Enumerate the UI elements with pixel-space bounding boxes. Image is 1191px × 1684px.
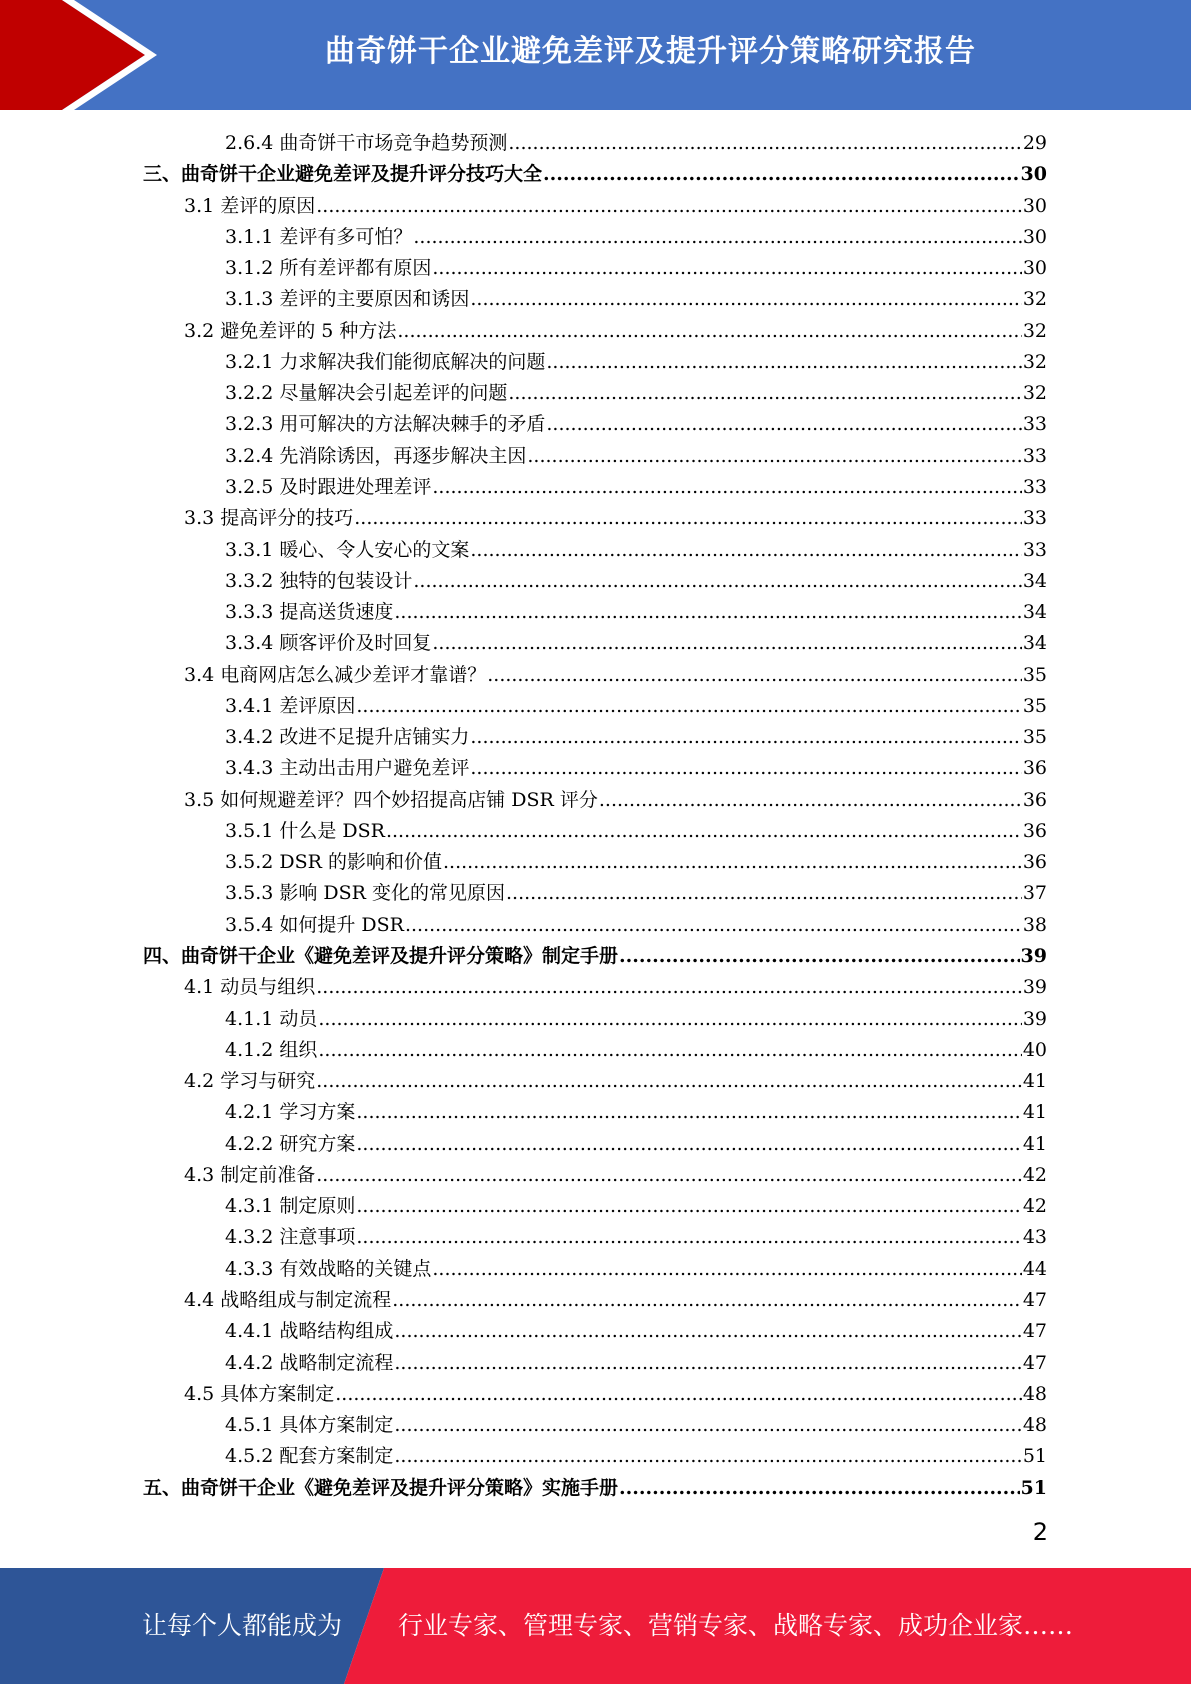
- toc-entry-number: 4.4.1: [225, 1320, 274, 1343]
- toc-entry: [143, 159, 1047, 189]
- toc-entry-page: 34: [1022, 632, 1047, 655]
- toc-leader-dots: [394, 1352, 1021, 1374]
- toc-entry-title: 研究方案: [279, 1132, 356, 1155]
- toc-entry: [184, 1379, 1047, 1409]
- toc-entry-title: 差评原因: [279, 694, 356, 717]
- toc-entry-number: 4.5.2: [225, 1445, 274, 1468]
- toc-entry: [225, 1348, 1047, 1378]
- toc-entry-title: 学习与研究: [220, 1070, 316, 1093]
- toc-entry-title: 动员与组织: [220, 976, 316, 999]
- toc-entry-page: 34: [1022, 601, 1047, 624]
- toc-entry: [225, 910, 1047, 940]
- toc-entry-number: 3.1.1: [225, 225, 274, 248]
- toc-entry: [225, 816, 1047, 846]
- toc-entry-page: 35: [1022, 663, 1047, 686]
- toc-entry-number: 4.4.2: [225, 1351, 274, 1374]
- toc-leader-dots: [432, 476, 1021, 498]
- toc-leader-dots: [316, 1070, 1022, 1092]
- toc-entry-number: 3.4.2: [225, 726, 274, 749]
- toc-entry: [225, 878, 1047, 908]
- toc-leader-dots: [316, 1164, 1022, 1186]
- toc-entry-page: 48: [1022, 1414, 1047, 1437]
- toc-leader-dots: [470, 757, 1021, 779]
- toc-leader-dots: [599, 789, 1022, 811]
- toc-entry-page: 36: [1022, 757, 1047, 780]
- toc-entry-page: 32: [1022, 319, 1047, 342]
- toc-entry-title: 配套方案制定: [279, 1445, 394, 1468]
- toc-entry: [184, 1160, 1047, 1190]
- toc-entry: [225, 566, 1047, 596]
- toc-entry-number: 4.3: [184, 1163, 215, 1186]
- toc-entry-title: 独特的包装设计: [279, 569, 413, 592]
- toc-entry: [184, 972, 1047, 1002]
- toc-entry-title: 曲奇饼干市场竞争趋势预测: [279, 132, 508, 154]
- toc-entry-number: 4.3.1: [225, 1195, 274, 1218]
- toc-entry-page: 51: [1020, 1476, 1047, 1499]
- toc-entry-number: 3.2.3: [225, 413, 274, 436]
- toc-entry: [184, 1285, 1047, 1315]
- toc-entry-page: 30: [1022, 194, 1047, 217]
- toc-entry: [225, 691, 1047, 721]
- toc-entry-number: 3.2.2: [225, 382, 274, 405]
- toc-entry: [225, 409, 1047, 439]
- toc-entry-title: 动员: [279, 1007, 318, 1030]
- toc-entry-title: 改进不足提升店铺实力: [279, 726, 470, 749]
- toc-entry-page: 33: [1022, 444, 1047, 467]
- toc-entry: [143, 941, 1047, 971]
- toc-entry: [225, 378, 1047, 408]
- toc-leader-dots: [356, 1133, 1021, 1155]
- toc-entry: [184, 191, 1047, 221]
- toc-entry-number: 4.1.1: [225, 1007, 274, 1030]
- toc-leader-dots: [394, 601, 1021, 623]
- toc-leader-dots: [386, 820, 1022, 842]
- toc-entry-number: 3.5.1: [225, 819, 274, 842]
- toc-entry-number: 3.5.4: [225, 913, 274, 936]
- toc-entry-number: 4.3.2: [225, 1226, 274, 1249]
- toc-leader-dots: [470, 726, 1021, 748]
- toc-entry: [225, 1254, 1047, 1284]
- toc-entry-title: 差评的原因: [220, 194, 316, 217]
- toc-entry-title: 具体方案制定: [220, 1382, 335, 1405]
- toc-entry-title: 力求解决我们能彻底解决的问题: [279, 350, 546, 373]
- toc-entry-title: 学习方案: [279, 1101, 356, 1124]
- toc-leader-dots: [413, 226, 1021, 248]
- toc-entry: [225, 535, 1047, 565]
- toc-leader-dots: [506, 882, 1022, 904]
- toc-entry-page: 32: [1022, 382, 1047, 405]
- toc-entry-title: 注意事项: [279, 1226, 356, 1249]
- toc-entry-number: 2.6.4: [225, 132, 274, 154]
- toc-entry: [225, 253, 1047, 283]
- toc-entry: [225, 1004, 1047, 1034]
- toc-entry-title: 影响 DSR 变化的常见原因: [279, 882, 505, 905]
- toc-entry: [225, 1441, 1047, 1471]
- toc-entry-title: 四、曲奇饼干企业《避免差评及提升评分策略》制定手册: [143, 945, 619, 968]
- toc-entry-title: 提高评分的技巧: [220, 507, 354, 530]
- toc-entry-page: 47: [1022, 1288, 1047, 1311]
- page-number: 2: [1032, 1518, 1048, 1546]
- toc-entry-title: 提高送货速度: [279, 601, 394, 624]
- toc-entry: [225, 1410, 1047, 1440]
- toc-entry-page: 48: [1022, 1382, 1047, 1405]
- toc-entry: [225, 1222, 1047, 1252]
- toc-leader-dots: [487, 664, 1022, 686]
- toc-entry: [184, 316, 1047, 346]
- toc-entry-number: 3.2.5: [225, 475, 274, 498]
- toc-entry-number: 3.3.2: [225, 569, 274, 592]
- toc-entry-title: 五、曲奇饼干企业《避免差评及提升评分策略》实施手册: [143, 1476, 619, 1499]
- toc-entry-page: 47: [1022, 1351, 1047, 1374]
- toc-entry-title: 如何规避差评？四个妙招提高店铺 DSR 评分: [220, 788, 598, 811]
- toc-entry-page: 37: [1022, 882, 1047, 905]
- toc-entry-number: 4.5.1: [225, 1414, 274, 1437]
- toc-leader-dots: [470, 288, 1021, 310]
- toc-entry: [225, 284, 1047, 314]
- toc-leader-dots: [508, 382, 1021, 404]
- toc-entry-number: 3.1.2: [225, 257, 274, 280]
- toc-entry-title: 差评的主要原因和诱因: [279, 288, 470, 311]
- toc-entry: [184, 660, 1047, 690]
- toc-entry-title: 三、曲奇饼干企业避免差评及提升评分技巧大全: [143, 163, 543, 186]
- toc-entry-title: 组织: [279, 1038, 318, 1061]
- toc-entry-title: 顾客评价及时回复: [279, 632, 432, 655]
- toc-entry-number: 3.5.3: [225, 882, 274, 905]
- toc-entry-page: 40: [1022, 1038, 1047, 1061]
- toc-entry: [225, 128, 1047, 158]
- toc-leader-dots: [432, 1258, 1021, 1280]
- toc-leader-dots: [443, 851, 1022, 873]
- toc-entry-page: 33: [1022, 475, 1047, 498]
- toc-entry-number: 3.1: [184, 194, 215, 217]
- toc-leader-dots: [356, 1226, 1021, 1248]
- toc-leader-dots: [432, 257, 1021, 279]
- toc-entry-page: 30: [1022, 225, 1047, 248]
- toc-entry-page: 32: [1022, 350, 1047, 373]
- header-title: 曲奇饼干企业避免差评及提升评分策略研究报告: [325, 34, 976, 69]
- toc-leader-dots: [354, 507, 1022, 529]
- toc-entry: [225, 753, 1047, 783]
- toc-entry-page: 44: [1022, 1257, 1047, 1280]
- toc-entry-number: 4.1.2: [225, 1038, 274, 1061]
- toc-entry-page: 35: [1022, 726, 1047, 749]
- toc-entry: [184, 503, 1047, 533]
- toc-entry-title: 如何提升 DSR: [279, 913, 404, 936]
- toc-entry-title: 战略制定流程: [279, 1351, 394, 1374]
- footer-slogan-left: 让每个人都能成为: [142, 1611, 343, 1640]
- toc-leader-dots: [356, 695, 1021, 717]
- page-footer: [0, 1568, 1191, 1684]
- toc-entry-page: 33: [1022, 507, 1047, 530]
- toc-entry-number: 4.3.3: [225, 1257, 274, 1280]
- toc-entry-page: 36: [1022, 851, 1047, 874]
- toc-entry-title: 什么是 DSR: [279, 819, 385, 842]
- toc-leader-dots: [316, 195, 1022, 217]
- toc-entry-number: 3.5.2: [225, 851, 274, 874]
- toc-entry-number: 4.2: [184, 1070, 215, 1093]
- toc-entry-page: 30: [1022, 257, 1047, 280]
- toc-entry-page: 32: [1022, 288, 1047, 311]
- toc-entry-number: 3.5: [184, 788, 215, 811]
- toc-entry: [143, 1473, 1047, 1503]
- toc-entry: [225, 347, 1047, 377]
- toc-entry-number: 4.4: [184, 1288, 215, 1311]
- toc-entry-page: 41: [1022, 1132, 1047, 1155]
- toc-entry-page: 39: [1022, 976, 1047, 999]
- toc-entry-title: 制定原则: [279, 1195, 356, 1218]
- toc-entry-title: 具体方案制定: [279, 1414, 394, 1437]
- toc-entry-title: 尽量解决会引起差评的问题: [279, 382, 508, 405]
- toc-leader-dots: [356, 1195, 1021, 1217]
- toc-leader-dots: [394, 1320, 1021, 1342]
- toc-entry-number: 3.3.4: [225, 632, 274, 655]
- toc-entry: [225, 628, 1047, 658]
- toc-entry-page: 38: [1022, 913, 1047, 936]
- toc-entry-page: 36: [1022, 819, 1047, 842]
- toc-entry-title: 及时跟进处理差评: [279, 475, 432, 498]
- toc-entry-number: 3.3: [184, 507, 215, 530]
- toc-leader-dots: [316, 976, 1022, 998]
- toc-leader-dots: [546, 351, 1021, 373]
- toc-entry-number: 3.3.3: [225, 601, 274, 624]
- toc-entry: [225, 1129, 1047, 1159]
- toc-entry: [225, 722, 1047, 752]
- toc-leader-dots: [394, 1445, 1021, 1467]
- toc-entry-number: 3.2.1: [225, 350, 274, 373]
- toc-leader-dots: [619, 945, 1020, 967]
- toc-entry-page: 36: [1022, 788, 1047, 811]
- toc-leader-dots: [527, 445, 1021, 467]
- toc-entry-page: 47: [1022, 1320, 1047, 1343]
- toc-entry-page: 29: [1022, 132, 1047, 154]
- toc-leader-dots: [397, 320, 1021, 342]
- toc-leader-dots: [508, 132, 1021, 154]
- toc-entry: [225, 1316, 1047, 1346]
- toc-entry: [184, 785, 1047, 815]
- toc-entry-number: 3.3.1: [225, 538, 274, 561]
- toc-entry: [225, 597, 1047, 627]
- toc-entry: [225, 847, 1047, 877]
- toc-entry: [225, 222, 1047, 252]
- toc-entry-number: 4.5: [184, 1382, 215, 1405]
- toc-leader-dots: [405, 914, 1022, 936]
- toc-entry-title: 战略结构组成: [279, 1320, 394, 1343]
- toc-entry-page: 34: [1022, 569, 1047, 592]
- toc-entry-number: 4.2.2: [225, 1132, 274, 1155]
- toc-entry: [225, 1191, 1047, 1221]
- toc-leader-dots: [432, 632, 1021, 654]
- toc-leader-dots: [413, 570, 1021, 592]
- toc-entry-page: 42: [1022, 1195, 1047, 1218]
- toc-entry: [225, 472, 1047, 502]
- toc-leader-dots: [392, 1289, 1022, 1311]
- toc-entry-page: 39: [1020, 945, 1047, 968]
- footer-slogan-right: 行业专家、管理专家、营销专家、战略专家、成功企业家……: [398, 1611, 1074, 1640]
- toc-entry-page: 39: [1022, 1007, 1047, 1030]
- toc-leader-dots: [356, 1101, 1021, 1123]
- toc-leader-dots: [394, 1414, 1021, 1436]
- toc-entry-number: 3.4: [184, 663, 215, 686]
- toc-entry-page: 42: [1022, 1163, 1047, 1186]
- toc-entry: [225, 441, 1047, 471]
- toc-leader-dots: [335, 1383, 1022, 1405]
- toc-entry-title: 避免差评的 5 种方法: [220, 319, 397, 342]
- toc-entry-title: 主动出击用户避免差评: [279, 757, 470, 780]
- toc-entry-title: DSR 的影响和价值: [279, 851, 443, 874]
- toc-entry-title: 电商网店怎么减少差评才靠谱？: [220, 663, 487, 686]
- toc-leader-dots: [546, 413, 1021, 435]
- toc-entry-page: 51: [1022, 1445, 1047, 1468]
- toc-entry-title: 有效战略的关键点: [279, 1257, 432, 1280]
- toc-entry-page: 41: [1022, 1101, 1047, 1124]
- toc-entry-number: 3.4.1: [225, 694, 274, 717]
- toc-leader-dots: [318, 1008, 1021, 1030]
- toc-entry-number: 4.1: [184, 976, 215, 999]
- toc-entry-title: 用可解决的方法解决棘手的矛盾: [279, 413, 546, 436]
- toc-entry-number: 3.4.3: [225, 757, 274, 780]
- toc-leader-dots: [470, 539, 1021, 561]
- toc-entry-title: 差评有多可怕？: [279, 225, 413, 248]
- toc-entry-page: 35: [1022, 694, 1047, 717]
- toc-entry-title: 战略组成与制定流程: [220, 1288, 392, 1311]
- toc-entry: [225, 1035, 1047, 1065]
- toc-leader-dots: [619, 1477, 1020, 1499]
- toc-entry-page: 33: [1022, 538, 1047, 561]
- toc-entry-page: 30: [1020, 163, 1047, 186]
- toc-leader-dots: [318, 1039, 1021, 1061]
- toc-leader-dots: [543, 163, 1020, 185]
- toc-entry-page: 43: [1022, 1226, 1047, 1249]
- toc-entry-title: 制定前准备: [220, 1163, 316, 1186]
- toc-entry: [225, 1097, 1047, 1127]
- toc-entry-page: 33: [1022, 413, 1047, 436]
- toc-entry-number: 3.2: [184, 319, 215, 342]
- toc-entry-number: 3.1.3: [225, 288, 274, 311]
- toc-entry-number: 3.2.4: [225, 444, 274, 467]
- toc-entry-title: 所有差评都有原因: [279, 257, 432, 280]
- toc-entry-page: 41: [1022, 1070, 1047, 1093]
- page-header: [0, 0, 1191, 110]
- toc-entry: [184, 1066, 1047, 1096]
- toc-entry-number: 4.2.1: [225, 1101, 274, 1124]
- toc-entry-title: 暖心、令人安心的文案: [279, 538, 470, 561]
- toc-entry-title: 先消除诱因，再逐步解决主因: [279, 444, 527, 467]
